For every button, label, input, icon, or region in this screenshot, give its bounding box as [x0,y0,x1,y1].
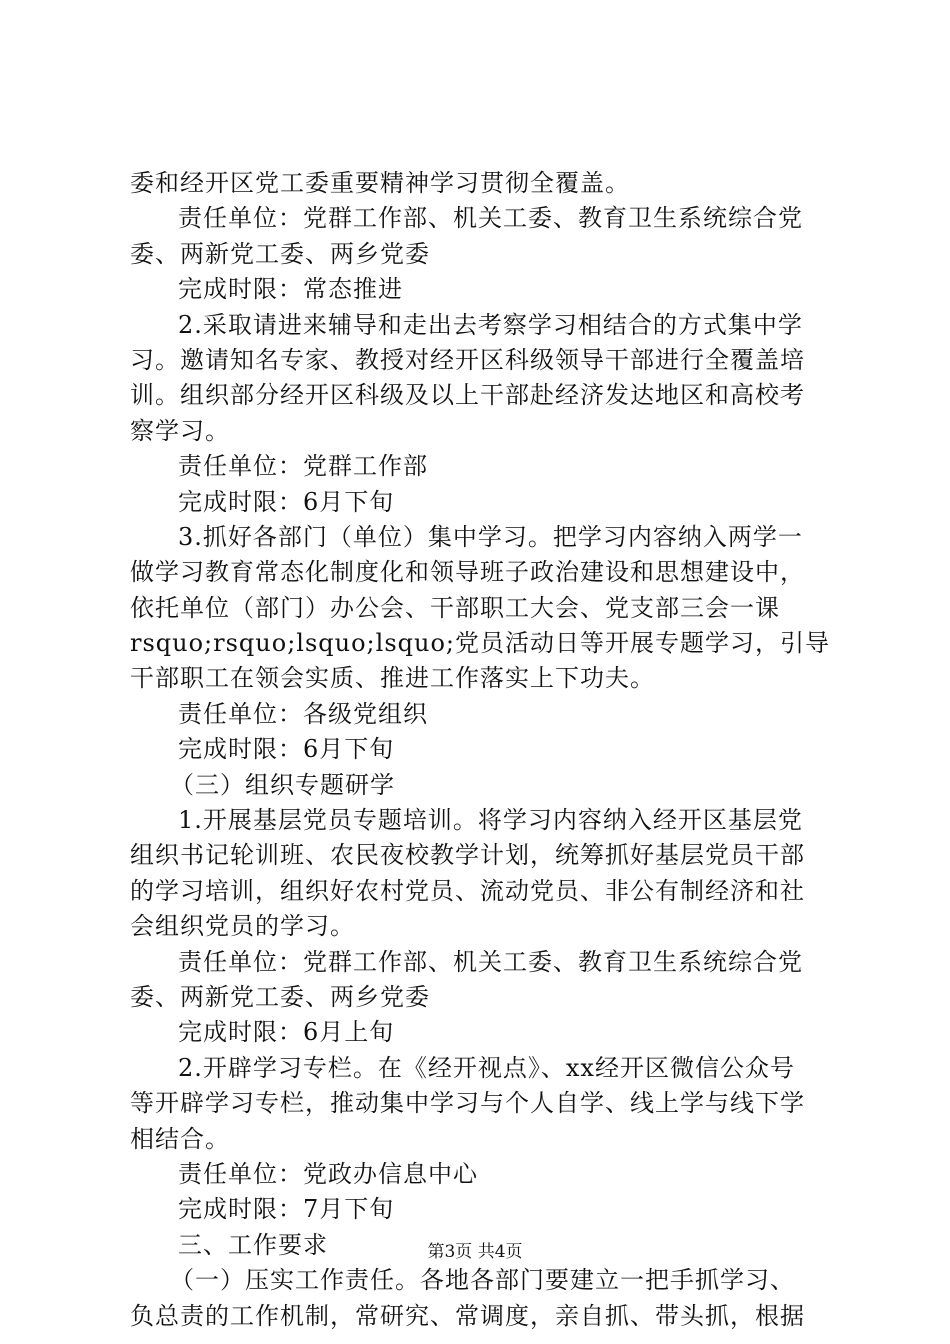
text-line: 完成时限：6月上旬 [178,1018,395,1047]
page-number-footer: 第3页 共4页 [427,1242,523,1262]
text-line: 责任单位：各级党组织 [178,699,428,728]
text-line: 完成时限：常态推进 [178,275,403,304]
text-line: 完成时限：6月下旬 [178,487,395,516]
text-line: 负总责的工作机制，常研究、常调度，亲自抓、带头抓，根据 [130,1301,805,1330]
text-line: 等开辟学习专栏，推动集中学习与个人自学、线上学与线下学 [130,1089,805,1118]
text-line: （一）压实工作责任。各地各部门要建立一把手抓学习、 [170,1266,795,1295]
text-line: 完成时限：7月下旬 [178,1195,395,1224]
text-line: 训。组织部分经开区科级及以上干部赴经济发达地区和高校考 [130,381,805,410]
text-line: 委、两新党工委、两乡党委 [130,982,430,1011]
text-line: 责任单位：党群工作部 [178,452,428,481]
text-line: 做学习教育常态化制度化和领导班子政治建设和思想建设中， [130,558,805,587]
text-line: 责任单位：党政办信息中心 [178,1159,478,1188]
text-line: 组织书记轮训班、农民夜校教学计划，统筹抓好基层党员干部 [130,841,805,870]
section-heading: 三、工作要求 [178,1230,328,1259]
text-line: 会组织党员的学习。 [130,912,355,941]
section-heading: （三）组织专题研学 [170,770,395,799]
text-line: 委、两新党工委、两乡党委 [130,239,430,268]
text-line: 习。邀请知名专家、教授对经开区科级领导干部进行全覆盖培 [130,345,805,374]
text-line: 依托单位（部门）办公会、干部职工大会、党支部三会一课 [130,593,780,622]
text-line: 2.开辟学习专栏。在《经开视点》、xx经开区微信公众号 [178,1053,795,1082]
text-line: 3.抓好各部门（单位）集中学习。把学习内容纳入两学一 [178,522,803,551]
text-line: rsquo;rsquo;lsquo;lsquo;党员活动日等开展专题学习，引导 [130,629,830,658]
text-line: 2.采取请进来辅导和走出去考察学习相结合的方式集中学 [178,310,803,339]
text-line: 委和经开区党工委重要精神学习贯彻全覆盖。 [130,169,630,197]
document-body [130,166,830,1334]
text-line: 责任单位：党群工作部、机关工委、教育卫生系统综合党 [178,204,803,233]
text-line: 干部职工在领会实质、推进工作落实上下功夫。 [130,664,655,693]
text-line: 相结合。 [130,1124,230,1153]
text-line: 察学习。 [130,416,230,445]
text-line: 1.开展基层党员专题培训。将学习内容纳入经开区基层党 [178,806,803,835]
text-line: 完成时限：6月下旬 [178,735,395,764]
text-line: 责任单位：党群工作部、机关工委、教育卫生系统综合党 [178,947,803,976]
text-line: 的学习培训，组织好农村党员、流动党员、非公有制经济和社 [130,876,805,905]
